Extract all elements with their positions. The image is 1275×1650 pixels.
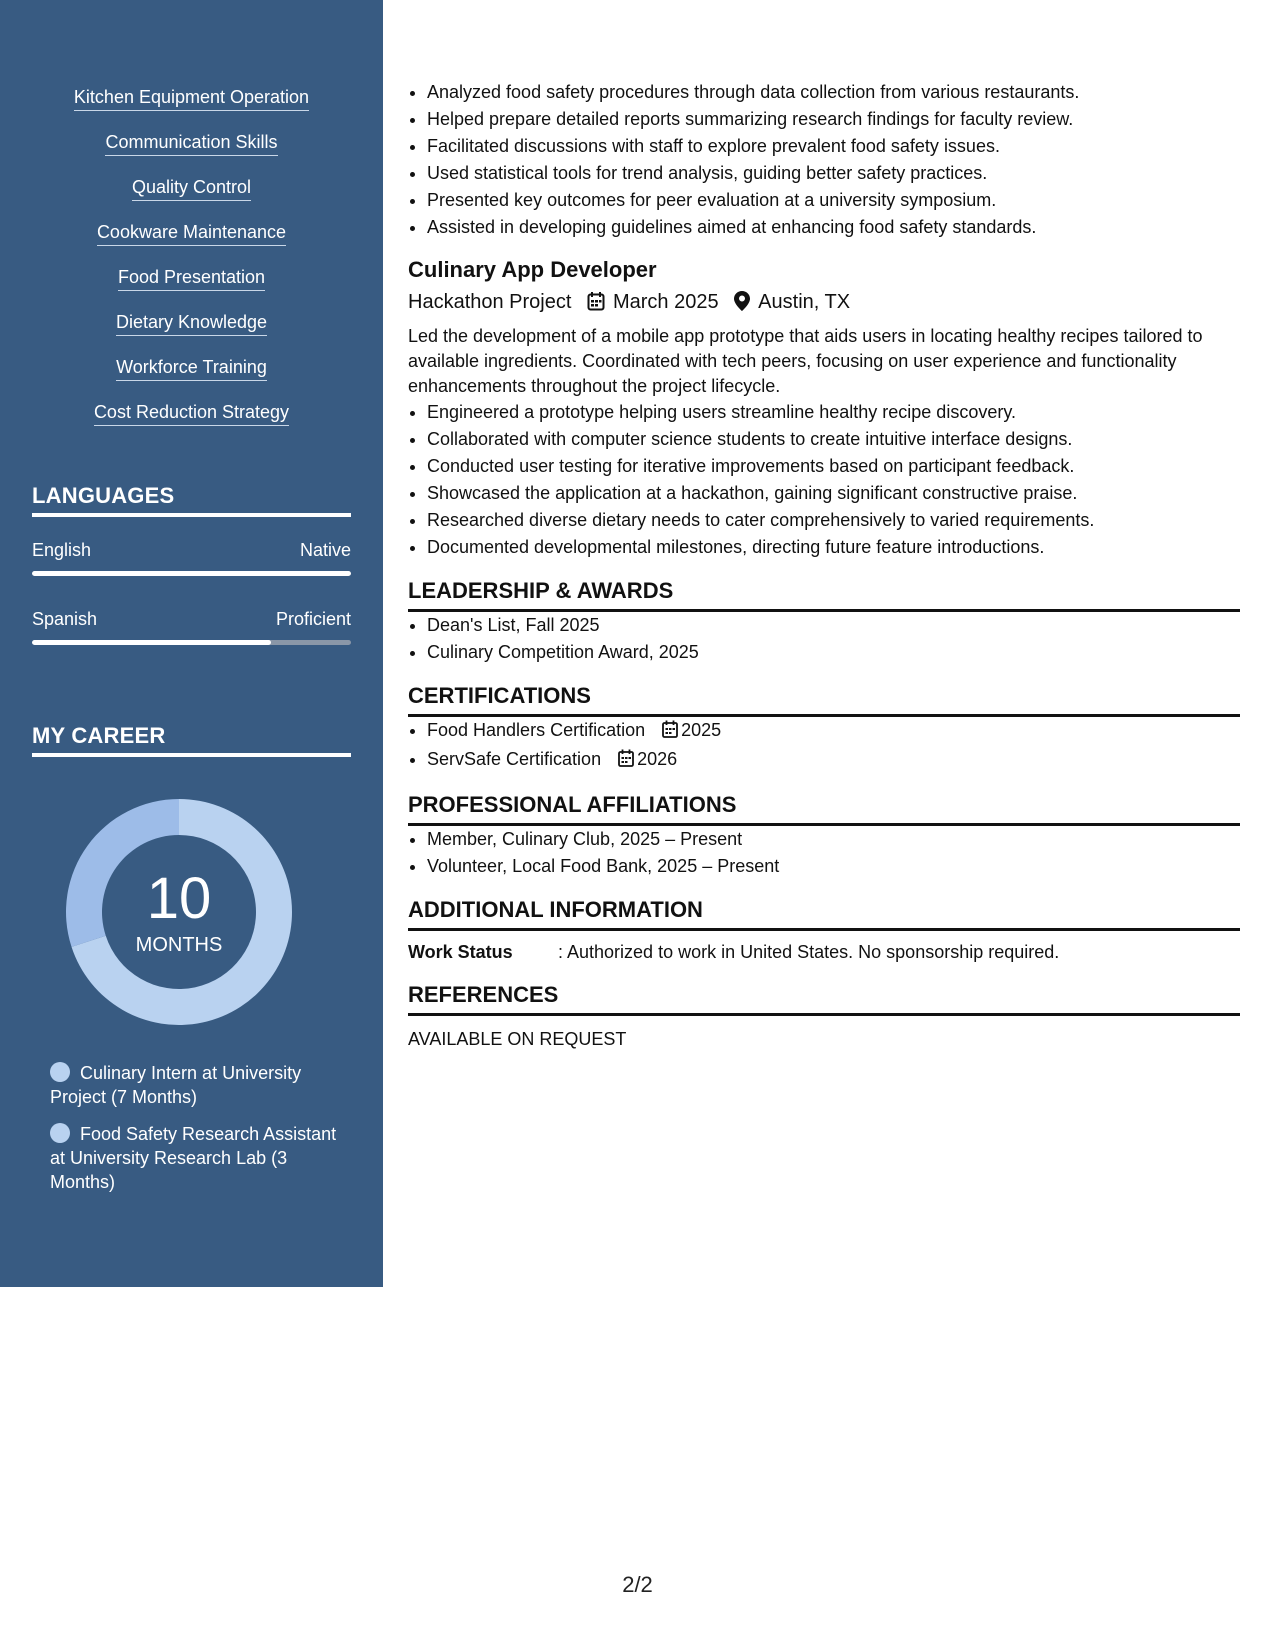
calendar-icon (618, 748, 634, 775)
page-number: 2/2 (622, 1572, 653, 1597)
work-status-value: : Authorized to work in United States. No sponsorship required. (558, 942, 1060, 962)
language-bar-fill (32, 571, 351, 576)
list-item: • Facilitated discussions with staff to explore prevalent food safety issues. (427, 133, 1240, 160)
list-item: • Assisted in developing guidelines aimed at enhancing food safety standards. (427, 214, 1240, 241)
job-description: Led the development of a mobile app prototype that aids users in locating healthy recipes tailored to available ingredients. Coordinated with tech peers, focusing on user experience and functionality enhancements throughout the project lifecycle. (408, 326, 1203, 396)
list-item: • Used statistical tools for trend analysis, guiding better safety practices. (427, 160, 1240, 187)
career-legend-item (50, 1122, 340, 1194)
career-total-value: 10 (146, 866, 212, 931)
job-title: Culinary App Developer (408, 257, 657, 282)
list-item: • Conducted user testing for iterative improvements based on participant feedback. (427, 453, 1240, 480)
certification-name: Food Handlers Certification (427, 720, 646, 740)
certification-name: ServSafe Certification (427, 749, 602, 769)
language-level: Native (299, 540, 351, 560)
list-item: • Helped prepare detailed reports summarizing research findings for faculty review. (427, 106, 1240, 133)
language-bar-spanish (32, 640, 351, 645)
career-donut-chart (64, 797, 294, 1027)
work-status-label: Work Status (408, 942, 513, 962)
main-content (408, 0, 1240, 1052)
previous-job-bullets (408, 79, 1240, 241)
skill-item: Cookware Maintenance (97, 221, 286, 246)
career-total-unit: MONTHS (135, 934, 223, 956)
affiliations-heading: PROFESSIONAL AFFILIATIONS (408, 791, 1240, 826)
previous-job-section (408, 79, 1240, 241)
references-text: AVAILABLE ON REQUEST (408, 1029, 627, 1049)
list-item: • Culinary Competition Award, 2025 (427, 639, 1240, 666)
list-item (427, 746, 1240, 775)
additional-info-heading: ADDITIONAL INFORMATION (408, 896, 1240, 931)
calendar-icon (587, 290, 605, 320)
location-pin-icon (734, 290, 750, 320)
list-item: • Dean's List, Fall 2025 (427, 612, 1240, 639)
list-item: • Analyzed food safety procedures through data collection from various restaurants. (427, 79, 1240, 106)
language-english (32, 540, 351, 561)
language-spanish (32, 609, 351, 630)
language-bar-english (32, 571, 351, 576)
legend-dot (50, 1123, 70, 1143)
leadership-heading: LEADERSHIP & AWARDS (408, 577, 1240, 612)
career-legend-item (50, 1061, 340, 1109)
certification-year: 2026 (637, 749, 678, 769)
skills-list (0, 86, 383, 446)
certification-year: 2025 (681, 720, 722, 740)
list-item (427, 717, 1240, 746)
skill-item: Quality Control (132, 176, 251, 201)
skill-item: Workforce Training (116, 356, 267, 381)
list-item: • Researched diverse dietary needs to cater comprehensively to varied requirements. (427, 507, 1240, 534)
legend-dot (50, 1062, 70, 1082)
list-item: • Member, Culinary Club, 2025 – Present (427, 826, 1240, 853)
leadership-list (408, 612, 1240, 666)
list-item: • Presented key outcomes for peer evaluation at a university symposium. (427, 187, 1240, 214)
job-bullets (408, 399, 1240, 561)
language-name: Spanish (32, 609, 98, 629)
list-item: • Documented developmental milestones, directing future feature introductions. (427, 534, 1240, 561)
career-legend-label: Culinary Intern at University Project (7 Months) (50, 1063, 302, 1107)
career-heading: MY CAREER (32, 723, 351, 757)
languages-heading: LANGUAGES (32, 483, 351, 517)
skill-item: Kitchen Equipment Operation (74, 86, 309, 111)
references-heading: REFERENCES (408, 981, 1240, 1016)
affiliations-list (408, 826, 1240, 880)
list-item: • Collaborated with computer science students to create intuitive interface designs. (427, 426, 1240, 453)
list-item: • Engineered a prototype helping users streamline healthy recipe discovery. (427, 399, 1240, 426)
work-status-row (408, 939, 1240, 965)
skill-item: Food Presentation (118, 266, 265, 291)
list-item: • Volunteer, Local Food Bank, 2025 – Present (427, 853, 1240, 880)
sidebar (0, 0, 383, 1287)
job-meta (408, 287, 1240, 320)
language-level: Proficient (275, 609, 351, 629)
job-entry (408, 255, 1240, 561)
certifications-list (408, 717, 1240, 775)
skill-item: Dietary Knowledge (116, 311, 267, 336)
job-date: March 2025 (612, 291, 719, 313)
job-company: Hackathon Project (408, 291, 572, 313)
language-name: English (32, 540, 92, 560)
list-item: • Showcased the application at a hackathon, gaining significant constructive praise. (427, 480, 1240, 507)
calendar-icon (662, 719, 678, 746)
certifications-heading: CERTIFICATIONS (408, 682, 1240, 717)
language-bar-fill (32, 640, 271, 645)
job-location: Austin, TX (758, 291, 851, 313)
career-legend-label: Food Safety Research Assistant at University Research Lab (3 Months) (50, 1124, 337, 1192)
skill-item: Communication Skills (105, 131, 277, 156)
skill-item: Cost Reduction Strategy (94, 401, 289, 426)
